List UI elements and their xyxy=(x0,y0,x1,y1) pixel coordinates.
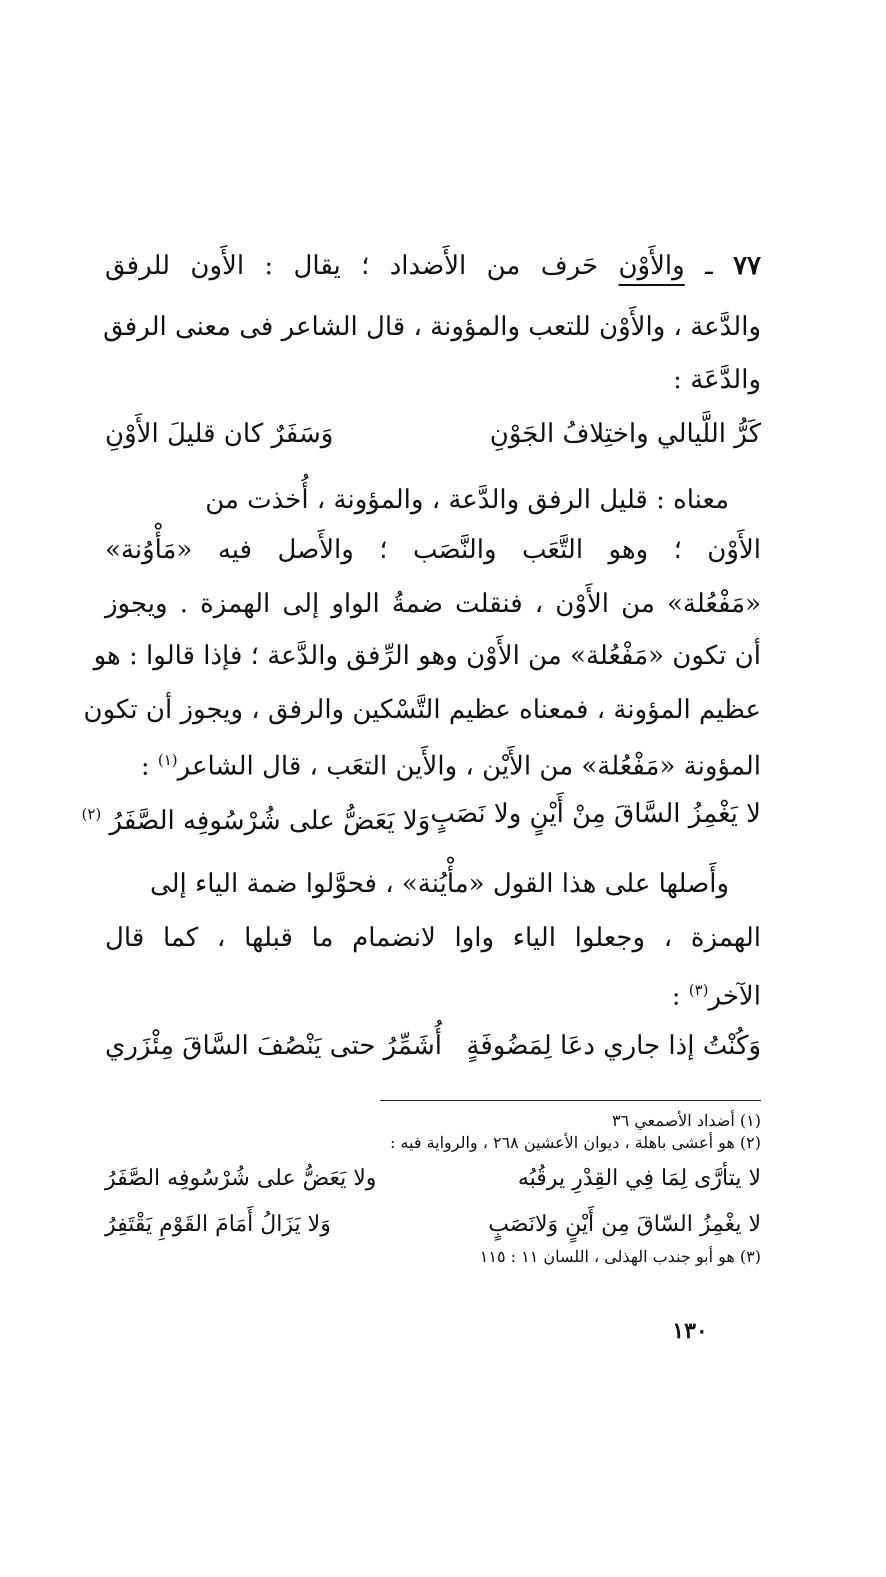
footnote-2-verse-b-second: وَلا يَزَالُ أَمَامَ القَوْمِ يَقْتَفِرُ xyxy=(105,1212,331,1237)
verse-3 xyxy=(105,1026,761,1066)
footnote-separator xyxy=(380,1100,761,1101)
paragraph-2-line-6: المؤونة «مَفْعُلة» من الأَيْن ، والأَين التعَب ، قال الشاعر$^{(١)}$ : xyxy=(140,751,761,782)
paragraph-3-line-1: وأَصلها على هذا القول «مأْيُنة» ، فحوَّلوا ضمة الياء إلى xyxy=(149,869,729,899)
page-number: ١٣٠ xyxy=(672,1318,708,1344)
verse-3-second-hemistich: أُشَمِّرُ حتى يَنْصُفَ السَّاقَ مِئْزَري xyxy=(105,1031,443,1061)
paragraph-2-line-1: معناه : قليل الرفق والدَّعة ، والمؤونة ، أُخذت من xyxy=(205,485,729,515)
entry-number: ٧٧ xyxy=(733,251,761,281)
footnote-2-verse-b-first: لا يغْمِزُ السّاقَ مِن أَيْنٍ وَلانَصَبٍ xyxy=(488,1212,761,1237)
footnote-2-verse-a-first: لا يتأرَّى لِمَا فِي القِدْرِ يرقُبُه xyxy=(517,1166,761,1191)
footnote-3: (٣) هو أبو جندب الهذلى ، اللسان ١١ : ١١٥ xyxy=(479,1247,761,1266)
verse-1-first-hemistich: كَرُّ اللَّيالي واختِلافُ الجَوْنِ xyxy=(489,419,761,449)
paragraph-2-line-4: أن تكون «مَفْعُلة» من الأَوْن وهو الرِّفق والدَّعة ؛ فإذا قالوا : هو xyxy=(93,641,761,671)
entry-headword: والأَوْن xyxy=(618,251,685,281)
footnote-2: (٢) هو أعشى باهلة ، ديوان الأعشين ٢٦٨ ، والرواية فيه : xyxy=(389,1133,761,1152)
entry-line-1-text: حَرف من الأَضداد ؛ يقال : الأَون للرفق xyxy=(105,251,599,281)
footnote-ref-1: (١) xyxy=(157,751,178,769)
paragraph-2-line-5: عظيم المؤونة ، فمعناه عظيم التَّسْكين والرفق ، ويجوز أن تكون xyxy=(83,695,761,725)
entry-line-2: والدَّعة ، والأَوْن للتعب والمؤونة ، قال الشاعر فى معنى الرفق xyxy=(103,312,761,342)
footnote-ref-2: (٢) xyxy=(81,805,102,823)
verse-1 xyxy=(105,414,761,454)
paragraph-2-line-2: الأَوْن ؛ وهو التَّعَب والنَّصَب ؛ والأَصل فيه «مَأْوُنة» xyxy=(105,535,761,565)
verse-2-first-hemistich: لا يَغْمِزُ السَّاقَ مِنْ أَيْنٍ ولا نَصَبٍ xyxy=(430,799,761,829)
entry-dash: ـ xyxy=(705,251,713,281)
verse-2 xyxy=(81,794,761,836)
paragraph-3-line-2: الهمزة ، وجعلوا الياء واوا لانضمام ما قبلها ، كما قال xyxy=(105,923,761,953)
entry-line-1 xyxy=(105,246,761,286)
verse-1-second-hemistich: وَسَفَرٌ كان قليلَ الأَوْنِ xyxy=(105,419,334,449)
footnote-2-verse-b xyxy=(105,1208,761,1242)
paragraph-3-line-3: الآخر$^{(٣)}$ : xyxy=(671,981,761,1012)
paragraph-2-line-3: «مَفْعُلة» من الأَوْن ، فنقلت ضمةُ الواو إلى الهمزة . ويجوز xyxy=(105,589,761,619)
footnote-1: (١) أضداد الأصمعي ٣٦ xyxy=(612,1111,761,1130)
footnote-2-verse-a xyxy=(105,1162,761,1196)
footnote-2-verse-a-second: ولا يَعَضُّ على شُرْسُوفِه الصَّفَرُ xyxy=(105,1166,377,1191)
footnote-ref-3: (٣) xyxy=(688,981,709,999)
entry-line-3: والدَّعَة : xyxy=(673,365,761,395)
verse-2-second-hemistich: وَلا يَعَضُّ على شُرْسُوفِه الصَّفَرُ $^{(٢)}$ xyxy=(81,805,431,836)
verse-3-first-hemistich: وَكُنْتُ إذا جاري دعَا لِمَضُوفَةٍ xyxy=(466,1031,761,1061)
